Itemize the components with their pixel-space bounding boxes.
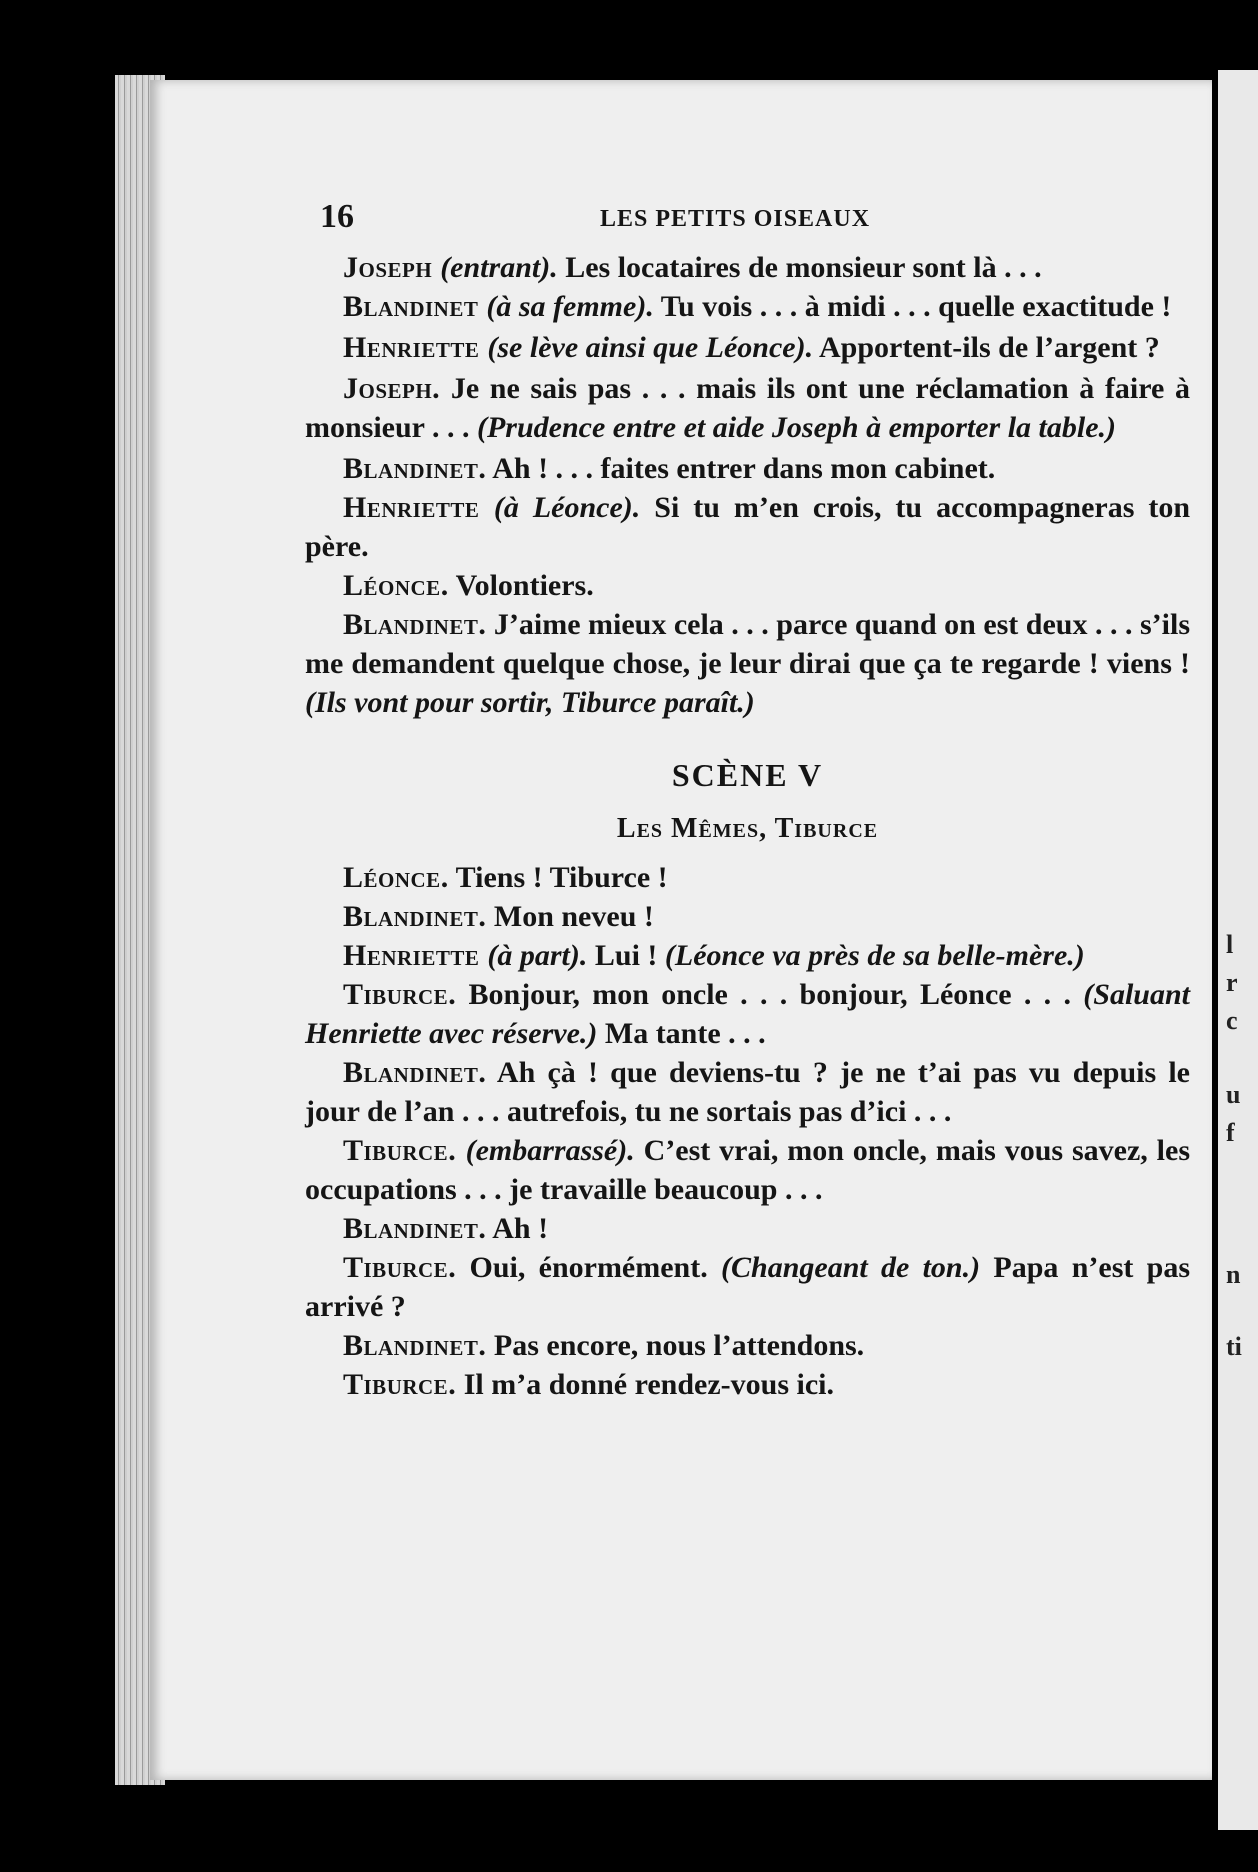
dialogue-line — [305, 328, 1190, 367]
dialogue-line — [305, 975, 1190, 1053]
running-head — [160, 198, 1190, 248]
scene-title: SCÈNE V — [671, 757, 824, 793]
next-page-fragment: r — [1226, 968, 1238, 997]
speaker-name: Henriette — [343, 491, 494, 524]
line-text: Bonjour, mon oncle . . . bonjour, Léonce . . . — [456, 978, 1084, 1011]
speaker-name: Blandinet. — [343, 608, 487, 641]
speaker-name: Léonce. — [343, 569, 449, 602]
stage-direction: (entrant). — [440, 251, 558, 284]
speaker-name: Tiburce. — [343, 978, 457, 1011]
speaker-name: Blandinet. — [343, 1056, 487, 1089]
page-content — [160, 198, 1190, 1404]
running-title: LES PETITS OISEAUX — [599, 206, 871, 232]
speaker-name: Tiburce. — [343, 1134, 466, 1167]
dialogue-line — [305, 858, 1190, 897]
speaker-name: Joseph — [343, 251, 441, 284]
stage-direction: (à part). — [487, 939, 588, 972]
speaker-name: Tiburce. — [343, 1251, 457, 1284]
stage-direction: (embarrassé). — [465, 1134, 635, 1167]
stage-direction: (Saluant Henriette avec réserve.) — [305, 978, 1190, 1050]
line-text: Lui ! — [587, 939, 665, 972]
line-text: Il m’a donné rendez-vous ici. — [456, 1368, 834, 1401]
stage-direction: (à Léonce). — [493, 491, 641, 524]
dialogue-line — [305, 1248, 1190, 1326]
dialogue-line — [305, 897, 1190, 936]
dialogue-line — [305, 605, 1190, 722]
line-text: Ah ! . . . faites entrer dans mon cabinet. — [486, 452, 996, 485]
dialogue-line — [305, 1209, 1190, 1248]
dialogue-line — [305, 936, 1190, 975]
line-text: Ma tante . . . — [597, 1017, 766, 1050]
stage-direction: (Ils vont pour sortir, Tiburce paraît.) — [305, 686, 755, 719]
next-page-fragment: n — [1226, 1260, 1241, 1289]
line-text: Tu vois . . . à midi . . . quelle exactitude ! — [653, 290, 1172, 323]
dialogue-part-1 — [160, 248, 1190, 1404]
stage-direction: (Prudence entre et aide Joseph à emporter la table.) — [476, 411, 1117, 444]
dialogue-line — [305, 248, 1190, 287]
dialogue-line — [305, 369, 1190, 447]
speaker-name: Blandinet. — [343, 900, 487, 933]
next-page-edge — [1218, 70, 1258, 1830]
next-page-fragment: c — [1226, 1006, 1238, 1035]
line-text: Tiens ! Tiburce ! — [448, 861, 668, 894]
line-text: J’aime mieux cela . . . parce quand on est deux . . . s’ils me demandent quelque chose, je leur dirai que ça te regarde ! viens ! — [305, 608, 1190, 680]
page-number: 16 — [320, 198, 354, 235]
line-text: Mon neveu ! — [486, 900, 654, 933]
dialogue-line — [305, 287, 1190, 326]
next-page-fragment: u — [1226, 1080, 1241, 1109]
line-text: C’est vrai, mon oncle, mais vous savez, les occupations . . . je travaille beaucoup . . . — [305, 1134, 1190, 1206]
speaker-name: Henriette — [343, 939, 488, 972]
line-text: Si tu m’en crois, tu accompagneras ton père. — [305, 491, 1191, 563]
next-page-fragment: l — [1226, 930, 1234, 959]
line-text: Les locataires de monsieur sont là . . . — [557, 251, 1042, 284]
scene-characters: Les Mêmes, Tiburce — [616, 813, 879, 844]
dialogue-line — [305, 566, 1190, 605]
speaker-name: Blandinet. — [343, 1212, 487, 1245]
dialogue-line — [305, 1053, 1190, 1131]
line-text: Papa n’est pas arrivé ? — [305, 1251, 1190, 1323]
stage-direction: (se lève ainsi que Léonce). — [487, 331, 814, 364]
next-page-fragment: ti — [1226, 1332, 1242, 1361]
dialogue-line — [305, 449, 1190, 488]
dialogue-line — [305, 1365, 1190, 1404]
speaker-name: Henriette — [343, 331, 488, 364]
dialogue-line — [305, 1131, 1190, 1209]
stage-direction: (Léonce va près de sa belle-mère.) — [664, 939, 1085, 972]
dialogue-line — [305, 488, 1190, 566]
speaker-name: Blandinet. — [343, 452, 487, 485]
line-text: Je ne sais pas . . . mais ils ont une réclamation à faire à monsieur . . . — [305, 372, 1190, 444]
dialogue-line — [305, 1326, 1190, 1365]
next-page-fragment: f — [1226, 1118, 1235, 1147]
line-text: Ah çà ! que deviens-tu ? je ne t’ai pas vu depuis le jour de l’an . . . autrefois, tu ne sortais pas d’ici . . . — [305, 1056, 1190, 1128]
speaker-name: Blandinet — [343, 290, 487, 323]
line-text: Volontiers. — [448, 569, 594, 602]
stage-direction: (à sa femme). — [486, 290, 654, 323]
speaker-name: Joseph. — [343, 372, 441, 405]
line-text: Apportent-ils de l’argent ? — [813, 331, 1160, 364]
speaker-name: Blandinet. — [343, 1329, 487, 1362]
speaker-name: Léonce. — [343, 861, 449, 894]
line-text: Oui, énormément. — [456, 1251, 722, 1284]
speaker-name: Tiburce. — [343, 1368, 457, 1401]
line-text: Pas encore, nous l’attendons. — [486, 1329, 865, 1362]
stage-direction: (Changeant de ton.) — [721, 1251, 981, 1284]
line-text: Ah ! — [486, 1212, 549, 1245]
